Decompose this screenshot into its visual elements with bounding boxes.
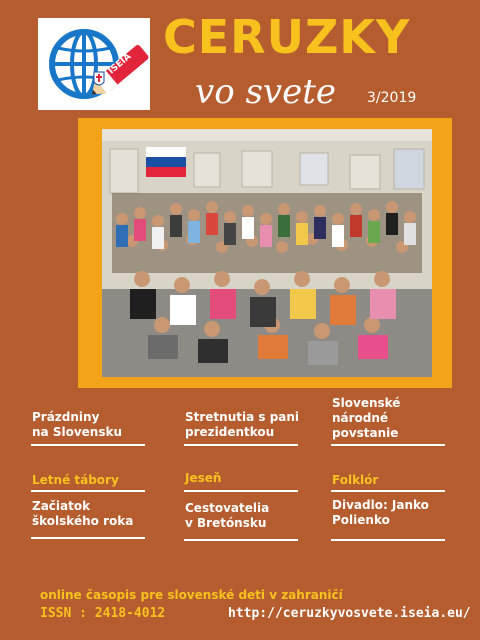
magazine-subtitle: vo svete xyxy=(195,72,337,112)
category-folklor: Folklór xyxy=(332,473,379,487)
magazine-title: CERUZKY xyxy=(163,10,411,64)
footer-tagline: online časopis pre slovenské deti v zahraničí xyxy=(40,588,343,602)
footer-url-link[interactable]: http://ceruzkyvosvete.iseia.eu/ xyxy=(228,606,471,621)
category-letne-tabory: Letné tábory xyxy=(32,473,119,487)
globe-pencil-icon xyxy=(38,18,150,110)
footer-issn: ISSN : 2418-4012 xyxy=(40,606,166,621)
topic-snp: Slovenské národné povstanie xyxy=(332,396,401,440)
divider xyxy=(31,444,145,446)
divider xyxy=(31,490,145,492)
divider xyxy=(184,444,298,446)
topic-divadlo: Divadlo: Janko Polienko xyxy=(332,498,429,527)
cover-photo xyxy=(102,129,432,377)
topic-zaciatok-skolskeho-roka: Začiatok školského roka xyxy=(32,499,134,528)
divider xyxy=(184,539,298,541)
divider xyxy=(331,539,445,541)
topic-prezidentka: Stretnutia s pani prezidentkou xyxy=(185,410,300,439)
logo-text: ISEIA xyxy=(106,51,134,77)
topic-cestovatelia: Cestovatelia v Bretónsku xyxy=(185,501,270,530)
divider xyxy=(331,490,445,492)
divider xyxy=(331,444,445,446)
divider xyxy=(184,490,298,492)
issue-number: 3/2019 xyxy=(367,90,417,106)
divider xyxy=(31,537,145,539)
category-jesen: Jeseň xyxy=(185,471,222,485)
topic-prazdniny: Prázdniny na Slovensku xyxy=(32,410,122,439)
magazine-logo xyxy=(38,18,150,110)
